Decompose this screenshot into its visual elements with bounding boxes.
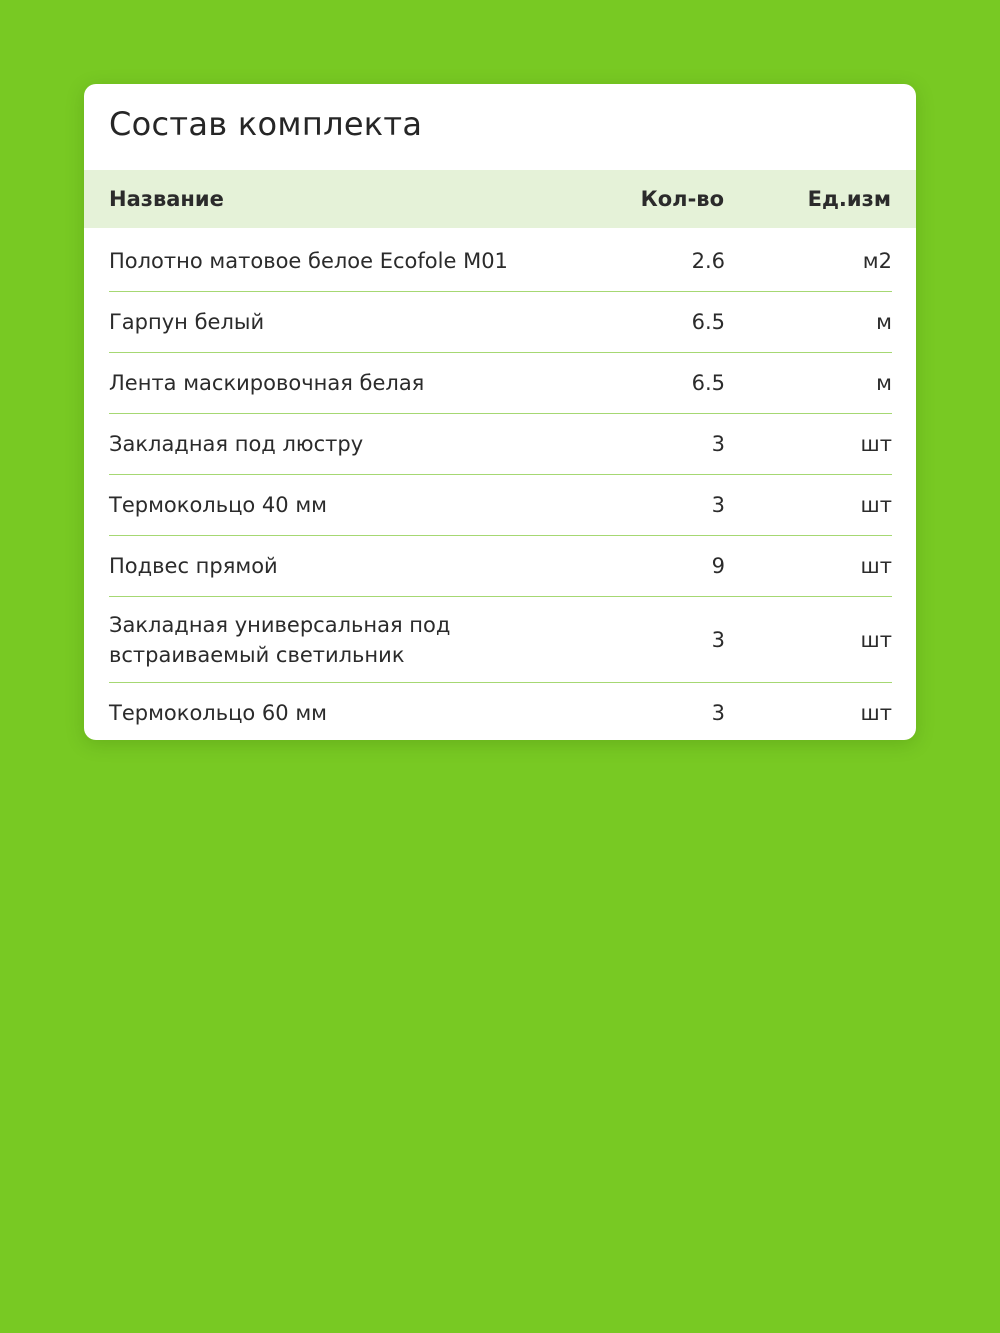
- cell-unit: шт: [860, 701, 892, 725]
- table-row: [109, 353, 892, 414]
- cell-qty: 2.6: [691, 249, 725, 273]
- cell-unit: шт: [860, 627, 892, 652]
- table-row: [109, 414, 892, 475]
- cell-qty: 6.5: [691, 310, 725, 334]
- cell-unit: м: [876, 371, 892, 395]
- cell-unit: шт: [860, 554, 892, 578]
- cell-name: Термокольцо 40 мм: [109, 493, 327, 517]
- cell-name: Закладная под люстру: [109, 432, 364, 456]
- table-row: [109, 536, 892, 597]
- table-body: [109, 231, 892, 740]
- cell-name: Закладная универсальная под встраиваемый светильник: [109, 612, 451, 667]
- cell-name: Полотно матовое белое Ecofole M01: [109, 249, 508, 273]
- table-row: [109, 475, 892, 536]
- cell-qty: 3: [711, 493, 725, 517]
- table-row: [109, 597, 892, 683]
- cell-name: Гарпун белый: [109, 310, 265, 334]
- cell-name: Лента маскировочная белая: [109, 371, 425, 395]
- column-header-name: Название: [109, 187, 224, 211]
- cell-unit: шт: [860, 493, 892, 517]
- table-header: [84, 170, 916, 228]
- cell-qty: 9: [711, 554, 725, 578]
- table-row: [109, 683, 892, 740]
- cell-name: Термокольцо 60 мм: [109, 701, 327, 725]
- column-header-qty: Кол-во: [640, 187, 724, 211]
- table-row: [109, 231, 892, 292]
- cell-qty: 6.5: [691, 371, 725, 395]
- cell-qty: 3: [711, 432, 725, 456]
- cell-unit: м: [876, 310, 892, 334]
- cell-qty: 3: [711, 627, 725, 652]
- cell-qty: 3: [711, 701, 725, 725]
- cell-name: Подвес прямой: [109, 554, 278, 578]
- cell-unit: шт: [860, 432, 892, 456]
- kit-composition-card: [84, 84, 916, 740]
- cell-unit: м2: [862, 249, 892, 273]
- card-title: Состав комплекта: [109, 105, 423, 143]
- column-header-unit: Ед.изм: [807, 187, 891, 211]
- table-row: [109, 292, 892, 353]
